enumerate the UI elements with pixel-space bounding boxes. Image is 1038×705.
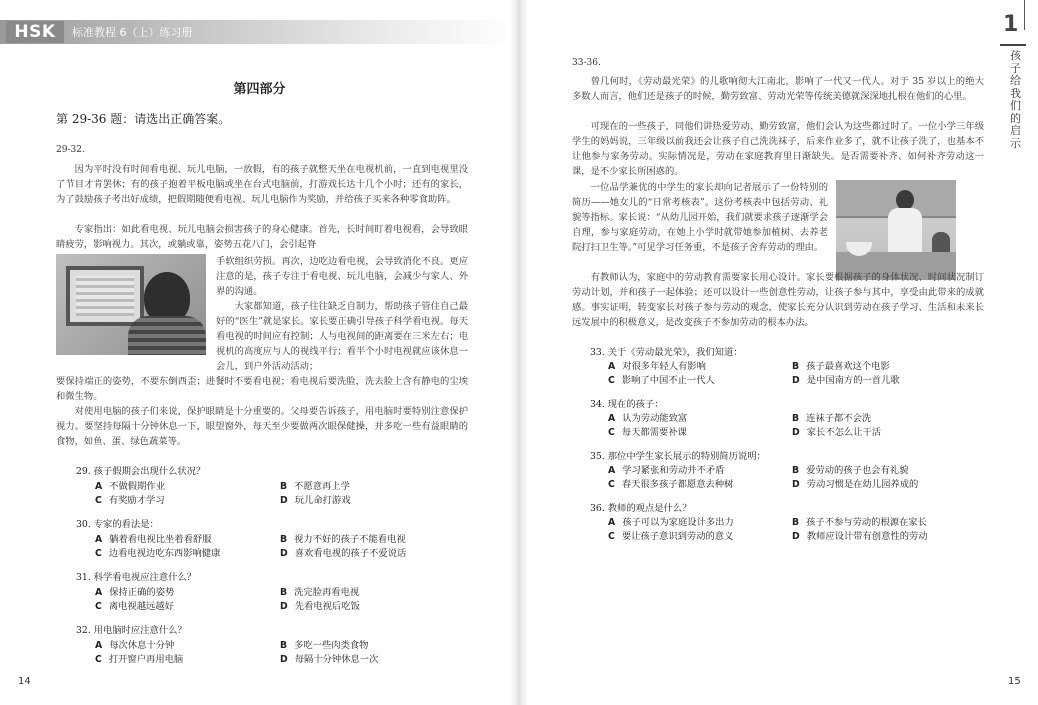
question-29: 29. 孩子假期会出现什么状况？ — [76, 466, 206, 477]
option-30b[interactable]: B 视力不好的孩子不能看电视 — [280, 534, 406, 545]
paragraph-4: 对使用电脑的孩子们来说，保护眼睛是十分重要的。父母要告诉孩子，用电脑时要特别注意保护视力。要坚持每隔十分钟休息一下，眼望窗外，每天至少要做两次眼保健操，并多吃一些有益眼睛的食物，如鱼、蛋、绿色蔬菜等。 — [56, 406, 468, 447]
mother-child-kitchen-photo — [836, 180, 956, 280]
page-number-right: 15 — [1008, 676, 1021, 687]
book-gutter — [510, 0, 528, 705]
unit-rule — [1000, 44, 1026, 46]
option-33c[interactable]: C 影响了中国不止一代人 — [608, 375, 715, 386]
option-33b[interactable]: B 孩子最喜欢这个电影 — [792, 361, 890, 372]
option-36a[interactable]: A 孩子可以为家庭设计多出力 — [608, 517, 734, 528]
option-36b[interactable]: B 孩子不参与劳动的根源在家长 — [792, 517, 927, 528]
option-31d[interactable]: D 先看电视后吃饭 — [280, 601, 360, 612]
right-paragraph-1: 曾几何时，《劳动最光荣》的儿歌响彻大江南北，影响了一代又一代人。对于 35 岁以上的绝大多数人而言，他们还是孩子的时候，勤劳致富、劳动光荣等传统美德就深深地扎根在他们的心里。 — [572, 76, 984, 102]
option-35d[interactable]: D 劳动习惯是在幼儿园养成的 — [792, 479, 919, 490]
unit-number: 1 — [1003, 12, 1019, 37]
section-title: 第四部分 — [233, 82, 286, 97]
option-34b[interactable]: B 连袜子都不会洗 — [792, 413, 872, 424]
unit-title: 孩子给我们的启示 — [1010, 49, 1021, 150]
option-34d[interactable]: D 家长不怎么让干活 — [792, 427, 882, 438]
option-30c[interactable]: C 边看电视边吃东西影响健康 — [95, 548, 221, 559]
right-paragraph-4: 有教师认为，家庭中的劳动教育需要家长用心设计。家长要根据孩子的身体状况、时间状况制订劳动计划，并和孩子一起体验；还可以设计一些创意性劳动，让孩子参与其中，享受由此带来的成就感。事实证明，转变家长对孩子参与劳动的观念，使家长充分认识到劳动在孩子学习、生活和未来长远发展中的积极意义，是改变孩子不参加劳动的根本办法。 — [572, 272, 984, 328]
option-30d[interactable]: D 喜欢看电视的孩子不爱说话 — [280, 548, 407, 559]
question-32: 32. 用电脑时应注意什么？ — [76, 625, 187, 636]
option-33a[interactable]: A 对很多年轻人有影响 — [608, 361, 706, 372]
option-32c[interactable]: C 打开窗户再用电脑 — [95, 654, 184, 665]
option-29c[interactable]: C 有奖励才学习 — [95, 495, 165, 506]
passage-ref: 29-32. — [56, 145, 85, 155]
page-header — [0, 20, 519, 44]
option-34c[interactable]: C 每天都需要补课 — [608, 427, 687, 438]
child-at-computer-photo — [56, 254, 206, 355]
option-31a[interactable]: A 保持正确的姿势 — [95, 587, 175, 598]
paragraph-1: 因为平时没有时间看电视、玩儿电脑，一放假，有的孩子就整天坐在电视机前，一直到电视里没了节目才肯罢休；有的孩子抱着平板电脑或坐在台式电脑前，打游戏长达十几个小时；还有的家长，为了鼓励孩子考出好成绩，把假期随便看电视、玩儿电脑作为奖励，并给孩子买来各种零食助阵。 — [56, 164, 468, 205]
question-35: 35. 那位中学生家长展示的特别简历说明： — [590, 451, 766, 462]
option-31b[interactable]: B 洗完脸再看电视 — [280, 587, 360, 598]
question-36: 36. 教师的观点是什么？ — [590, 503, 692, 514]
option-32b[interactable]: B 多吃一些肉类食物 — [280, 640, 369, 651]
right-paragraph-3: 一位品学兼优的中学生的家长却向记者展示了一份特别的简历——她女儿的“日常考核表”。这份考核表中包括劳动、礼貌等指标。家长说：“从幼儿园开始，我们就要求孩子逐渐学会自理，参与家庭劳动，在她上小学时就带她参加植树、去养老院打扫卫生等。”可见学习任务重，不是孩子舍弃劳动的理由。 — [572, 182, 828, 253]
option-29b[interactable]: B 不愿意再上学 — [280, 481, 350, 492]
option-29a[interactable]: A 不做假期作业 — [95, 481, 165, 492]
passage-ref-right: 33-36. — [572, 58, 601, 68]
book-title: 标准教程 6（上）练习册 — [72, 26, 193, 39]
instruction: 第 29-36 题：请选出正确答案。 — [56, 112, 231, 126]
option-31c[interactable]: C 离电视越远越好 — [95, 601, 174, 612]
right-paragraph-2: 可现在的一些孩子，同他们讲热爱劳动、勤劳致富，他们会认为这些都过时了。一位小学三年级学生的妈妈说，三年级以前我还会让孩子自己洗洗袜子，后来作业多了，就不让孩子洗了，也基本不让他参与家务劳动。实际情况是，劳动在家庭教育里日渐缺失。是否需要补齐、如何补齐劳动这一课，是不少家长所困惑的。 — [572, 121, 984, 177]
option-36c[interactable]: C 要让孩子意识到劳动的意义 — [608, 531, 734, 542]
option-36d[interactable]: D 教师应设计带有创意性的劳动 — [792, 531, 928, 542]
page-number-left: 14 — [18, 676, 31, 687]
option-35c[interactable]: C 春天很多孩子都愿意去种树 — [608, 479, 734, 490]
paragraph-2-cont: 手软组织劳损。再次，边吃边看电视，会导致消化不良。更应注意的是，孩子专注于看电视、玩儿电脑，会减少与家人、外界的沟通。 — [216, 256, 468, 297]
question-33: 33. 关于《劳动最光荣》，我们知道： — [590, 347, 743, 358]
option-30a[interactable]: A 躺着看电视比坐着看舒服 — [95, 534, 212, 545]
question-34: 34. 现在的孩子： — [590, 399, 664, 410]
question-30: 30. 专家的看法是： — [76, 519, 159, 530]
option-35a[interactable]: A 学习紧张和劳动并不矛盾 — [608, 465, 725, 476]
question-31: 31. 科学看电视应注意什么？ — [76, 572, 197, 583]
option-35b[interactable]: B 爱劳动的孩子也会有礼貌 — [792, 465, 909, 476]
unit-tab-line — [1024, 0, 1025, 30]
paragraph-2: 专家指出：如此看电视、玩儿电脑会损害孩子的身心健康。首先，长时间盯着电视看，会导致眼睛疲劳，影响视力。其次，或躺或靠，姿势五花八门，会引起脊 — [56, 224, 468, 250]
hsk-logo: HSK — [6, 21, 64, 43]
paragraph-3-cont: 要保持端正的姿势，不要东倒西歪；进餐时不要看电视；看电视后要洗脸，洗去脸上含有静电的尘埃和微生物。 — [56, 376, 468, 402]
paragraph-3: 大家都知道，孩子往往缺乏自制力，帮助孩子管住自己最好的“医生”就是家长。家长要正确引导孩子科学看电视。每天看电视的时间应有控制；人与电视间的距离要在三米左右；电视机的高度应与人的视线平行；看半个小时电视就应该休息一会儿，到户外活动活动； — [216, 301, 468, 372]
option-29d[interactable]: D 玩儿命打游戏 — [280, 495, 351, 506]
option-34a[interactable]: A 认为劳动能致富 — [608, 413, 688, 424]
option-33d[interactable]: D 是中国南方的一首儿歌 — [792, 375, 900, 386]
option-32a[interactable]: A 每次休息十分钟 — [95, 640, 175, 651]
option-32d[interactable]: D 每隔十分钟休息一次 — [280, 654, 379, 665]
